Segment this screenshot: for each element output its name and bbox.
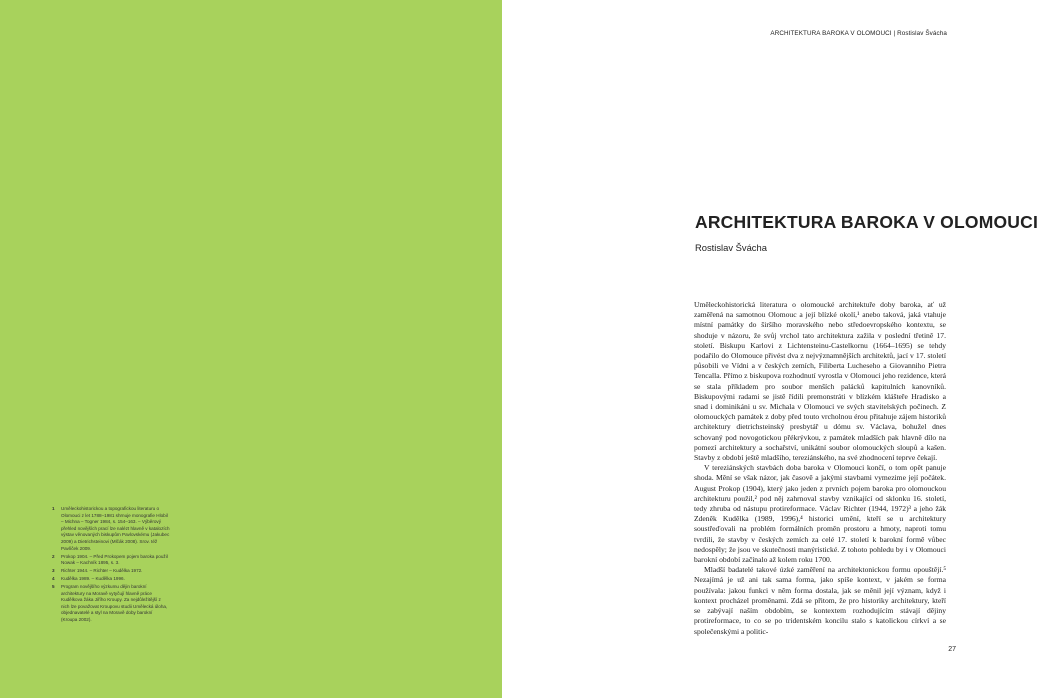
book-page <box>502 0 1038 698</box>
footnote-text: Uměleckohistorickou a topografickou literaturu o Olomouci z let 1788–1981 shrnuje monografie Hlobil – Michna – Togner 1984, s. 154–163. – Výběrový přehled novějších prací lze nalézt hlavně v katalozích výstav věnovaných biskupům Pavlovskému (Jakubec 2009) a Dietrichsteinovi (Mlčák 2008). Srov. též Pavlíček 2009. <box>61 506 170 551</box>
footnotes <box>52 506 170 625</box>
footnote <box>52 568 170 575</box>
footnote <box>52 584 170 624</box>
footnote-number: 3 <box>52 568 55 574</box>
footnote <box>52 506 170 552</box>
footnote-number: 2 <box>52 553 55 559</box>
footnote-text: Richter 1944. – Richter – Kudělka 1972. <box>61 568 143 574</box>
body-paragraph: V tereziánských stavbách doba baroka v Olomouci končí, o tom opět panuje shoda. Mění se však názor, jak časově a jakými stavbami vymezime její počátek. August Prokop (1904), který jako jeden z prvních pojem baroka pro olomouckou architekturu použil,² pod něj zahrnoval stavby vznikající od sklonku 16. století, tedy zhruba od nástupu protireformace. Václav Richter (1944, 1972)³ a jeho žák Zdeněk Kudělka (1989, 1996),⁴ historici umění, kteří se u architektury soustřeďovali na problém formálních proměn prostoru a hmoty, naproti tomu tvrdili, že stavby v českých zemích za celé 17. století k barokní formě vůbec nedospěly; že jsou ve skutečnosti manýristické. Z tohoto pohledu by i v Olomouci barokní období začínalo až kolem roku 1700. <box>694 463 946 565</box>
body-text <box>694 300 946 637</box>
body-paragraph: Mladší badatelé takové úzké zaměření na architektonickou formu opouštějí.⁵ Nezajímá je už ani tak sama forma, jako spíše kontext, v jakém se forma používala: jakou funkci v něm forma dostala, jak se měnil její význam, když i kontext procházel proměnami. Zdá se přitom, že pro historiky architektury, kteří se zabývají naším obdobím, se kontextem rozhodujícím stávají dějiny protireformace, to co se po tridentském koncilu stalo s katolickou církví a se společenskými a politic- <box>694 565 946 636</box>
footnote-text: Kudělka 1989. – Kudělka 1996. <box>61 576 125 582</box>
footnote-text: Prokop 1904. – Před Prokopem pojem baroka použil Nowak – Kachník 1895, s. 3. <box>61 553 168 566</box>
running-head: ARCHITEKTURA BAROKA V OLOMOUCI | Rostislav Švácha <box>770 30 947 37</box>
footnote-text: Program novějšího výzkumu dějin barokní architektury na Moravě vytyčují hlavně práce Kudělkova žáka Jiřího Kroupy. Za nejdůležitější z nich lze považovat Kroupovu studii Umělecká úloha, objednavatelé a styl na Moravě doby barokní (Kroupa 2002). <box>61 584 168 623</box>
chapter-title: ARCHITEKTURA BAROKA V OLOMOUCI <box>695 212 1038 232</box>
footnote-number: 1 <box>52 506 55 511</box>
footnote-number: 5 <box>52 584 55 590</box>
chapter-author: Rostislav Švácha <box>695 242 767 253</box>
footnote-number: 4 <box>52 576 55 582</box>
body-paragraph: Uměleckohistorická literatura o olomoucké architektuře doby baroka, ať už zaměřená na samotnou Olomouc a její blízké okolí,¹ anebo taková, jaká vtahuje místní památky do širšího moravského nebo středoevropského kontextu, se shoduje v názoru, že svůj vrchol tato architektura zažila v poslední třetině 17. století. Biskupu Karlovi z Lichtensteinu-Castelkornu (1664–1695) se tehdy podařilo do Olomouce přivést dva z nejvýznamnějších architektů, jací v 17. století působili ve Vídni a v českých zemích, Filiberta Lucheseho a Giovanniho Pietra Tencalla. Přímo z biskupova rozhodnutí vyrostla v Olomouci jeho rezidence, která se stala příkladem pro soubor menších palácků kapitulních kanovníků. Biskupovými radami se jistě řídili premonstráti v blízkém klášteře Hradisko a snad i dominikáni u sv. Michala v Olomouci ve svých stavitelských počinech. Z olomouckých památek z doby před touto vrcholnou érou přitahuje zájem historiků architektury dietrichsteinský presbytář u dómu sv. Václava, bohužel dnes schovaný pod novogotickou přékrývkou, z památek mladších pak hlavně dílo na pomezí architektury a sochařství, unikátní soubor olomouckých sloupů a kašen. Stavby z období ještě mladšího, tereziánského, na své zhodnocení teprve čekají. <box>694 300 946 463</box>
footnote <box>52 554 170 567</box>
footnote <box>52 576 170 583</box>
page-number: 27 <box>948 646 956 653</box>
